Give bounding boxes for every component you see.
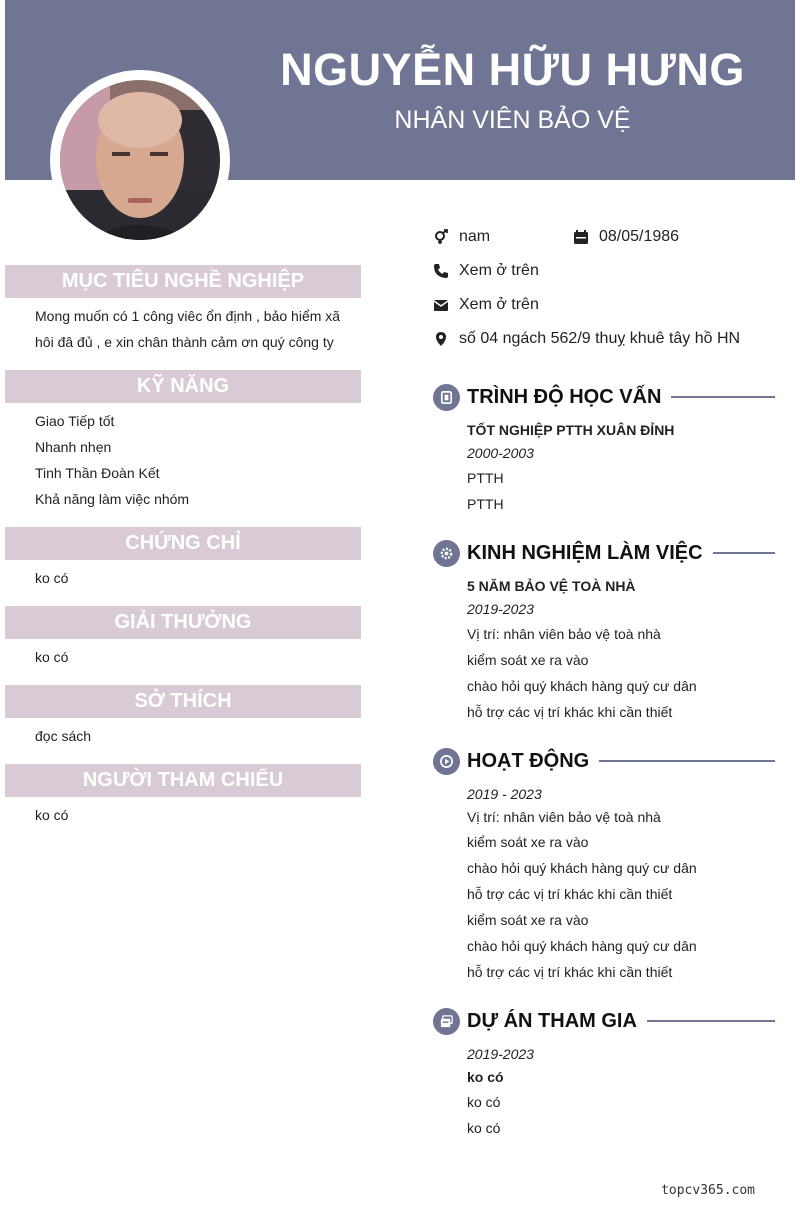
activities-line: chào hỏi quý khách hàng quý cư dân [467, 938, 697, 954]
projects-name: ko có [467, 1069, 504, 1085]
section-divider [599, 760, 775, 762]
section-divider [647, 1020, 775, 1022]
activities-section-header [433, 747, 775, 775]
activities-line: hỗ trợ các vị trí khác khi cần thiết [467, 886, 673, 902]
phone-icon [433, 263, 449, 279]
activities-line: chào hỏi quý khách hàng quý cư dân [467, 860, 697, 876]
address-row [433, 327, 740, 351]
experience-line: chào hỏi quý khách hàng quý cư dân [467, 678, 697, 694]
skill-item: Giao Tiếp tốt [35, 413, 115, 429]
birthday-row [573, 225, 679, 249]
project-icon [433, 1008, 460, 1035]
gender-icon [433, 229, 449, 245]
gender-row [433, 225, 490, 249]
activities-period: 2019 - 2023 [467, 786, 542, 802]
activities-line: Vị trí: nhân viên bảo vệ toà nhà [467, 809, 661, 825]
projects-period: 2019-2023 [467, 1046, 534, 1062]
activities-line: kiểm soát xe ra vào [467, 912, 589, 928]
calendar-icon [573, 229, 589, 245]
education-school: TỐT NGHIỆP PTTH XUÂN ĐỈNH [467, 422, 675, 438]
experience-heading: KINH NGHIỆM LÀM VIỆC [467, 541, 703, 564]
skill-item: Nhanh nhẹn [35, 439, 112, 455]
projects-line: ko có [467, 1094, 501, 1110]
experience-line: Vị trí: nhân viên bảo vệ toà nhà [467, 626, 661, 642]
objective-line: Mong muốn có 1 công viêc ổn định , bảo hiểm xã [35, 308, 341, 324]
watermark: topcv365.com [661, 1183, 755, 1198]
candidate-name: NGUYỄN HỮU HƯNG [280, 44, 745, 95]
phone-row [433, 259, 539, 283]
objective-heading: MỤC TIÊU NGHỀ NGHIỆP [5, 265, 361, 298]
activities-line: hỗ trợ các vị trí khác khi cần thiết [467, 964, 673, 980]
references-text: ko có [35, 807, 69, 823]
activities-heading: HOẠT ĐỘNG [467, 749, 590, 772]
education-line: PTTH [467, 496, 504, 512]
education-icon [433, 384, 460, 411]
section-divider [671, 396, 775, 398]
certificates-text: ko có [35, 570, 69, 586]
projects-heading: DỰ ÁN THAM GIA [467, 1009, 637, 1032]
avatar [60, 80, 220, 240]
birthday-value: 08/05/1986 [599, 228, 680, 245]
experience-icon [433, 540, 460, 567]
experience-period: 2019-2023 [467, 601, 534, 617]
location-icon [433, 331, 449, 347]
experience-line: hỗ trợ các vị trí khác khi cần thiết [467, 704, 673, 720]
awards-text: ko có [35, 649, 69, 665]
education-period: 2000-2003 [467, 445, 534, 461]
hobbies-text: đọc sách [35, 728, 92, 744]
skill-item: Khả năng làm việc nhóm [35, 491, 190, 507]
address-value: số 04 ngách 562/9 thuỵ khuê tây hồ HN [459, 330, 741, 347]
gender-value: nam [459, 228, 491, 245]
phone-value: Xem ở trên [459, 262, 539, 279]
objective-line: hôi đâ đủ , e xin chân thành cảm ơn quý công ty [35, 334, 334, 350]
skill-item: Tinh Thần Đoàn Kết [35, 465, 160, 481]
email-value: Xem ở trên [459, 296, 539, 313]
skills-heading: KỸ NĂNG [5, 370, 361, 403]
hobbies-heading: SỞ THÍCH [5, 685, 361, 718]
section-divider [713, 552, 775, 554]
email-row [433, 293, 539, 317]
references-heading: NGƯỜI THAM CHIẾU [5, 764, 361, 797]
activities-line: kiểm soát xe ra vào [467, 834, 589, 850]
awards-heading: GIẢI THƯỞNG [5, 606, 361, 639]
experience-company: 5 NĂM BẢO VỆ TOÀ NHÀ [467, 578, 636, 594]
projects-line: ko có [467, 1120, 501, 1136]
email-icon [433, 297, 449, 313]
education-section-header [433, 383, 775, 411]
experience-section-header [433, 539, 775, 567]
education-line: PTTH [467, 470, 504, 486]
education-heading: TRÌNH ĐỘ HỌC VẤN [467, 385, 662, 408]
job-title: NHÂN VIÊN BẢO VỆ [394, 106, 631, 134]
activity-icon [433, 748, 460, 775]
projects-section-header [433, 1007, 775, 1035]
experience-line: kiểm soát xe ra vào [467, 652, 589, 668]
certificates-heading: CHỨNG CHỈ [5, 527, 361, 560]
